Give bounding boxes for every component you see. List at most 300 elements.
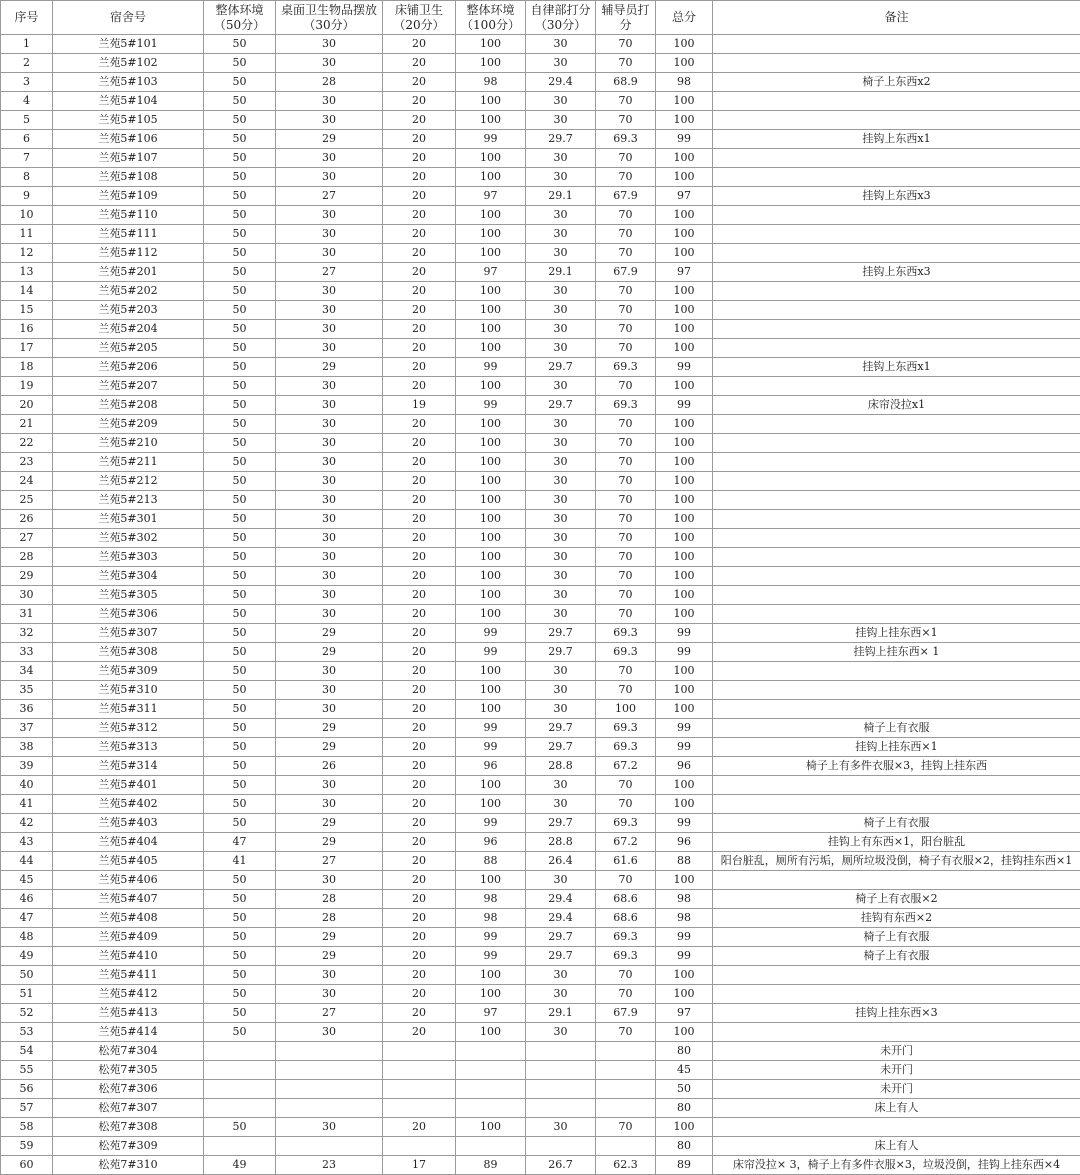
cell-overall-50: 50 [204,206,276,225]
cell-counselor: 70 [596,567,656,586]
cell-overall-50: 50 [204,472,276,491]
table-row [1,700,1080,719]
cell-remarks: 挂钩上东西x1 [713,358,1080,377]
cell-remarks: 椅子上有衣服×2 [713,890,1080,909]
header-overall-100: 整体环境 （100分） [456,1,526,35]
cell-overall-50: 50 [204,1004,276,1023]
cell-total: 100 [656,54,713,73]
cell-desk: 26 [276,757,383,776]
cell-dorm: 兰苑5#304 [53,567,204,586]
cell-overall-50: 50 [204,643,276,662]
cell-bed: 20 [383,928,456,947]
cell-desk: 30 [276,244,383,263]
cell-bed: 20 [383,358,456,377]
cell-desk: 30 [276,548,383,567]
cell-index: 58 [1,1118,53,1137]
cell-total: 45 [656,1061,713,1080]
cell-bed: 20 [383,909,456,928]
cell-counselor: 70 [596,510,656,529]
cell-discipline: 30 [526,301,596,320]
table-row [1,187,1080,206]
cell-remarks [713,244,1080,263]
table-row [1,719,1080,738]
cell-index: 24 [1,472,53,491]
cell-remarks: 床帘没拉x1 [713,396,1080,415]
cell-bed: 20 [383,377,456,396]
cell-index: 2 [1,54,53,73]
cell-total: 100 [656,491,713,510]
cell-overall-50: 50 [204,871,276,890]
cell-dorm: 兰苑5#105 [53,111,204,130]
cell-total: 100 [656,472,713,491]
table-header [1,1,1080,35]
cell-bed: 20 [383,130,456,149]
cell-desk: 28 [276,909,383,928]
cell-total: 100 [656,605,713,624]
cell-discipline: 29.7 [526,947,596,966]
cell-remarks: 未开门 [713,1061,1080,1080]
cell-counselor: 67.9 [596,1004,656,1023]
cell-discipline: 30 [526,681,596,700]
cell-remarks [713,92,1080,111]
cell-total: 80 [656,1099,713,1118]
cell-remarks [713,1118,1080,1137]
cell-remarks [713,282,1080,301]
cell-counselor: 70 [596,415,656,434]
cell-desk [276,1080,383,1099]
cell-dorm: 兰苑5#313 [53,738,204,757]
cell-discipline: 30 [526,168,596,187]
cell-counselor: 69.3 [596,358,656,377]
cell-desk: 30 [276,681,383,700]
cell-desk: 30 [276,605,383,624]
cell-bed [383,1099,456,1118]
table-row [1,681,1080,700]
cell-remarks [713,1023,1080,1042]
cell-total: 100 [656,168,713,187]
cell-desk: 29 [276,947,383,966]
cell-counselor: 61.6 [596,852,656,871]
cell-index: 28 [1,548,53,567]
cell-counselor: 70 [596,282,656,301]
cell-remarks [713,149,1080,168]
cell-desk: 30 [276,586,383,605]
table-row [1,111,1080,130]
cell-counselor: 70 [596,54,656,73]
cell-overall-100: 100 [456,54,526,73]
cell-remarks [713,662,1080,681]
cell-desk: 27 [276,1004,383,1023]
table-row [1,263,1080,282]
cell-bed: 20 [383,643,456,662]
cell-overall-50: 50 [204,605,276,624]
cell-total: 100 [656,453,713,472]
cell-total: 100 [656,510,713,529]
cell-overall-100: 100 [456,472,526,491]
cell-overall-100: 100 [456,206,526,225]
table-row [1,966,1080,985]
cell-overall-50: 50 [204,73,276,92]
cell-counselor: 70 [596,339,656,358]
table-row [1,54,1080,73]
cell-discipline: 30 [526,35,596,54]
cell-desk: 30 [276,985,383,1004]
cell-remarks: 挂钩上东西x3 [713,187,1080,206]
cell-remarks [713,111,1080,130]
cell-bed: 20 [383,339,456,358]
cell-index: 45 [1,871,53,890]
cell-index: 13 [1,263,53,282]
cell-dorm: 兰苑5#111 [53,225,204,244]
cell-counselor: 70 [596,111,656,130]
cell-counselor: 67.9 [596,263,656,282]
cell-counselor: 70 [596,776,656,795]
cell-overall-100: 100 [456,339,526,358]
cell-bed: 20 [383,738,456,757]
cell-overall-50 [204,1137,276,1156]
cell-overall-100: 100 [456,567,526,586]
cell-dorm: 兰苑5#302 [53,529,204,548]
cell-index: 7 [1,149,53,168]
cell-discipline: 30 [526,377,596,396]
cell-total: 100 [656,966,713,985]
cell-remarks [713,966,1080,985]
cell-index: 59 [1,1137,53,1156]
cell-index: 32 [1,624,53,643]
cell-remarks [713,776,1080,795]
cell-counselor: 70 [596,795,656,814]
cell-remarks: 椅子上有衣服 [713,947,1080,966]
table-row [1,92,1080,111]
table-row [1,1080,1080,1099]
cell-dorm: 兰苑5#101 [53,35,204,54]
cell-discipline: 29.1 [526,1004,596,1023]
table-row [1,282,1080,301]
cell-desk: 30 [276,377,383,396]
cell-dorm: 兰苑5#305 [53,586,204,605]
cell-index: 20 [1,396,53,415]
cell-overall-50: 50 [204,966,276,985]
cell-bed: 20 [383,35,456,54]
table-row [1,301,1080,320]
cell-overall-50: 50 [204,187,276,206]
cell-discipline [526,1080,596,1099]
cell-remarks: 椅子上有衣服 [713,719,1080,738]
cell-counselor: 100 [596,700,656,719]
cell-dorm: 兰苑5#308 [53,643,204,662]
cell-counselor: 69.3 [596,947,656,966]
cell-overall-100: 100 [456,548,526,567]
cell-counselor: 70 [596,377,656,396]
cell-discipline: 30 [526,339,596,358]
cell-dorm: 兰苑5#204 [53,320,204,339]
cell-index: 44 [1,852,53,871]
cell-discipline: 30 [526,149,596,168]
cell-overall-100: 100 [456,320,526,339]
cell-desk: 30 [276,35,383,54]
cell-overall-100 [456,1061,526,1080]
cell-bed: 20 [383,149,456,168]
cell-dorm: 兰苑5#402 [53,795,204,814]
cell-overall-100: 100 [456,1023,526,1042]
cell-counselor: 70 [596,491,656,510]
table-row [1,1042,1080,1061]
cell-overall-50: 50 [204,263,276,282]
cell-total: 100 [656,282,713,301]
cell-dorm: 松苑7#310 [53,1156,204,1175]
cell-index: 31 [1,605,53,624]
cell-overall-100: 100 [456,985,526,1004]
cell-dorm: 兰苑5#102 [53,54,204,73]
table-row [1,396,1080,415]
cell-bed: 20 [383,510,456,529]
cell-index: 33 [1,643,53,662]
cell-counselor: 70 [596,320,656,339]
cell-discipline: 29.1 [526,263,596,282]
cell-discipline: 28.8 [526,757,596,776]
cell-bed: 20 [383,282,456,301]
cell-bed: 20 [383,73,456,92]
cell-dorm: 兰苑5#314 [53,757,204,776]
cell-discipline: 29.7 [526,643,596,662]
header-dorm: 宿舍号 [53,1,204,35]
table-row [1,871,1080,890]
cell-dorm: 兰苑5#210 [53,434,204,453]
table-row [1,605,1080,624]
cell-discipline: 29.7 [526,396,596,415]
cell-index: 46 [1,890,53,909]
cell-total: 96 [656,757,713,776]
cell-total: 100 [656,700,713,719]
cell-dorm: 兰苑5#311 [53,700,204,719]
cell-dorm: 兰苑5#201 [53,263,204,282]
cell-counselor: 70 [596,206,656,225]
cell-counselor: 69.3 [596,624,656,643]
table-row [1,453,1080,472]
table-row [1,1118,1080,1137]
cell-overall-50: 50 [204,947,276,966]
header-index: 序号 [1,1,53,35]
cell-overall-50: 50 [204,301,276,320]
cell-overall-50: 50 [204,396,276,415]
cell-remarks [713,586,1080,605]
cell-discipline [526,1137,596,1156]
cell-overall-100: 100 [456,700,526,719]
cell-index: 43 [1,833,53,852]
cell-desk: 30 [276,567,383,586]
cell-dorm: 松苑7#308 [53,1118,204,1137]
cell-desk: 30 [276,453,383,472]
cell-index: 56 [1,1080,53,1099]
cell-discipline: 29.7 [526,719,596,738]
cell-remarks [713,605,1080,624]
table-row [1,35,1080,54]
cell-bed: 20 [383,624,456,643]
cell-dorm: 兰苑5#409 [53,928,204,947]
cell-index: 35 [1,681,53,700]
cell-total: 99 [656,738,713,757]
cell-bed [383,1042,456,1061]
table-row [1,73,1080,92]
table-row [1,1099,1080,1118]
cell-index: 6 [1,130,53,149]
cell-overall-50: 50 [204,358,276,377]
cell-dorm: 兰苑5#303 [53,548,204,567]
cell-remarks [713,681,1080,700]
cell-remarks: 未开门 [713,1042,1080,1061]
cell-overall-50: 50 [204,681,276,700]
cell-index: 51 [1,985,53,1004]
cell-counselor: 67.2 [596,757,656,776]
cell-index: 36 [1,700,53,719]
cell-counselor: 70 [596,1023,656,1042]
cell-overall-100 [456,1080,526,1099]
cell-total: 100 [656,681,713,700]
cell-desk [276,1042,383,1061]
cell-counselor: 69.3 [596,928,656,947]
table-row [1,358,1080,377]
cell-overall-50: 50 [204,35,276,54]
cell-overall-100 [456,1042,526,1061]
cell-bed: 20 [383,263,456,282]
cell-total: 100 [656,415,713,434]
cell-overall-100: 100 [456,1118,526,1137]
cell-overall-50: 50 [204,54,276,73]
cell-desk [276,1137,383,1156]
cell-overall-100: 99 [456,738,526,757]
cell-overall-100: 100 [456,795,526,814]
cell-overall-50: 50 [204,738,276,757]
cell-overall-50: 50 [204,548,276,567]
cell-desk: 30 [276,206,383,225]
header-overall-50: 整体环境 （50分） [204,1,276,35]
cell-desk: 30 [276,510,383,529]
cell-overall-100: 100 [456,111,526,130]
cell-total: 97 [656,1004,713,1023]
table-row [1,776,1080,795]
cell-overall-100: 100 [456,301,526,320]
cell-bed: 20 [383,54,456,73]
cell-dorm: 兰苑5#404 [53,833,204,852]
cell-index: 27 [1,529,53,548]
cell-total: 99 [656,396,713,415]
cell-bed: 20 [383,415,456,434]
table-row [1,586,1080,605]
cell-remarks [713,510,1080,529]
cell-remarks: 床上有人 [713,1137,1080,1156]
cell-bed: 20 [383,662,456,681]
cell-bed: 17 [383,1156,456,1175]
cell-dorm: 兰苑5#106 [53,130,204,149]
cell-counselor: 69.3 [596,643,656,662]
cell-total: 98 [656,73,713,92]
cell-discipline [526,1061,596,1080]
cell-index: 34 [1,662,53,681]
cell-bed: 20 [383,586,456,605]
cell-desk: 29 [276,928,383,947]
cell-counselor: 67.2 [596,833,656,852]
cell-total: 100 [656,149,713,168]
cell-desk: 30 [276,111,383,130]
cell-total: 99 [656,814,713,833]
cell-index: 37 [1,719,53,738]
cell-discipline: 29.7 [526,814,596,833]
cell-bed: 20 [383,301,456,320]
cell-discipline: 29.4 [526,73,596,92]
cell-desk: 30 [276,434,383,453]
cell-dorm: 兰苑5#412 [53,985,204,1004]
cell-desk: 23 [276,1156,383,1175]
cell-remarks: 椅子上有衣服 [713,814,1080,833]
cell-bed: 20 [383,491,456,510]
table-row [1,1023,1080,1042]
cell-discipline [526,1099,596,1118]
cell-index: 60 [1,1156,53,1175]
cell-total: 100 [656,871,713,890]
cell-desk: 30 [276,339,383,358]
cell-desk: 30 [276,871,383,890]
cell-dorm: 兰苑5#414 [53,1023,204,1042]
cell-desk: 30 [276,54,383,73]
cell-remarks: 未开门 [713,1080,1080,1099]
cell-index: 19 [1,377,53,396]
table-row [1,320,1080,339]
cell-dorm: 兰苑5#209 [53,415,204,434]
cell-remarks [713,225,1080,244]
cell-bed: 20 [383,1004,456,1023]
table-row [1,1137,1080,1156]
table-row [1,339,1080,358]
table-row [1,795,1080,814]
table-row [1,206,1080,225]
table-row [1,510,1080,529]
cell-total: 99 [656,719,713,738]
cell-bed: 20 [383,776,456,795]
cell-overall-50: 50 [204,662,276,681]
cell-remarks: 床帘没拉× 3，椅子上有多件衣服×3，垃圾没倒，挂钩上挂东西×4 [713,1156,1080,1175]
header-total: 总分 [656,1,713,35]
cell-total: 50 [656,1080,713,1099]
cell-total: 100 [656,244,713,263]
cell-dorm: 兰苑5#413 [53,1004,204,1023]
cell-index: 53 [1,1023,53,1042]
cell-counselor: 70 [596,871,656,890]
cell-discipline: 30 [526,225,596,244]
cell-remarks [713,206,1080,225]
header-counselor: 辅导员打 分 [596,1,656,35]
cell-overall-100: 96 [456,757,526,776]
cell-index: 40 [1,776,53,795]
cell-bed: 20 [383,206,456,225]
cell-dorm: 松苑7#309 [53,1137,204,1156]
cell-bed: 20 [383,719,456,738]
cell-overall-100: 99 [456,358,526,377]
cell-total: 99 [656,947,713,966]
cell-index: 18 [1,358,53,377]
cell-desk: 30 [276,491,383,510]
cell-bed [383,1080,456,1099]
cell-desk: 30 [276,1023,383,1042]
cell-counselor: 70 [596,681,656,700]
cell-overall-50: 50 [204,377,276,396]
cell-dorm: 兰苑5#405 [53,852,204,871]
cell-bed [383,1137,456,1156]
cell-overall-50: 50 [204,130,276,149]
cell-desk: 30 [276,320,383,339]
cell-overall-100: 100 [456,92,526,111]
cell-overall-50: 50 [204,890,276,909]
cell-index: 52 [1,1004,53,1023]
